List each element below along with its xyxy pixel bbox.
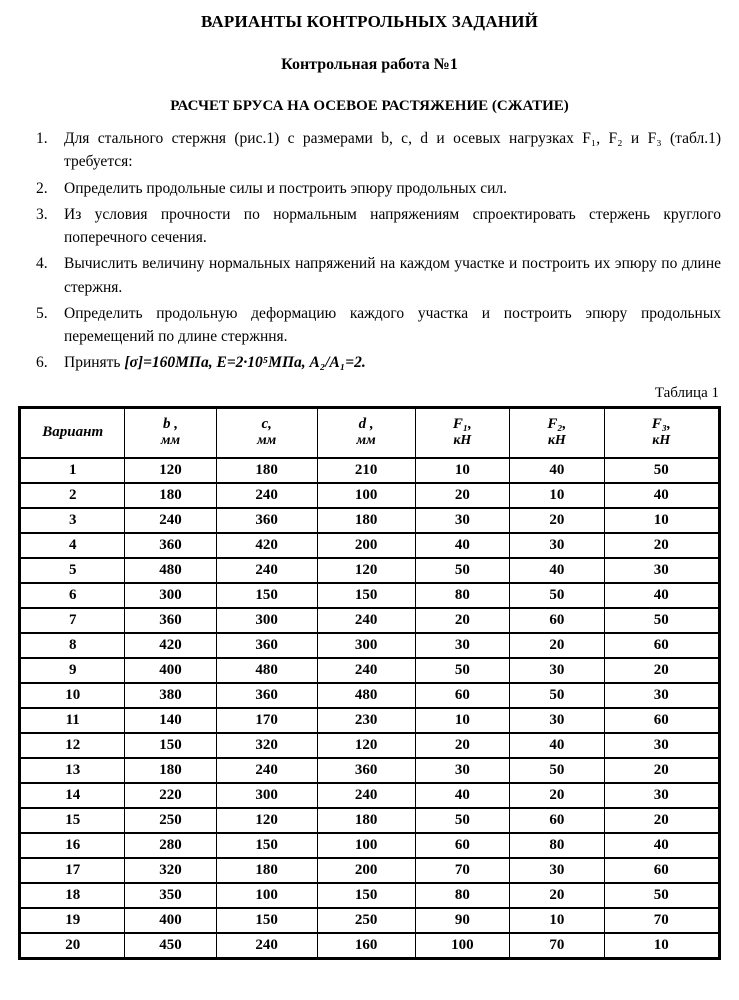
value-cell: 50	[604, 883, 719, 908]
value-cell: 480	[216, 658, 317, 683]
value-cell: 30	[415, 633, 510, 658]
value-cell: 400	[125, 908, 216, 933]
value-cell: 150	[216, 833, 317, 858]
value-cell: 420	[125, 633, 216, 658]
value-cell: 80	[415, 583, 510, 608]
table-row	[20, 683, 720, 708]
variant-cell: 1	[20, 458, 125, 483]
value-cell: 10	[510, 908, 605, 933]
value-cell: 80	[415, 883, 510, 908]
value-cell: 70	[604, 908, 719, 933]
value-cell: 120	[125, 458, 216, 483]
task-item-1	[36, 127, 721, 174]
value-cell: 10	[510, 483, 605, 508]
variant-cell: 5	[20, 558, 125, 583]
table-row	[20, 783, 720, 808]
variant-cell: 12	[20, 733, 125, 758]
value-cell: 320	[216, 733, 317, 758]
task-text: Определить продольную деформацию каждого участка и построить эпюру продольных перемещений по длине стержння.	[64, 304, 721, 345]
value-cell: 320	[125, 858, 216, 883]
table-row	[20, 833, 720, 858]
value-cell: 20	[415, 608, 510, 633]
task-formula: [σ]=160МПа, Е=2·10⁵МПа, А₂/А₁=2.	[124, 354, 366, 372]
value-cell: 120	[317, 558, 415, 583]
task-number: 5.	[36, 304, 48, 322]
variant-cell: 13	[20, 758, 125, 783]
variant-cell: 3	[20, 508, 125, 533]
table-body	[20, 458, 720, 959]
column-header-name: d ,	[358, 416, 374, 432]
value-cell: 20	[415, 733, 510, 758]
table-row	[20, 808, 720, 833]
column-header	[216, 407, 317, 458]
value-cell: 150	[216, 908, 317, 933]
column-header	[510, 407, 605, 458]
task-number: 2.	[36, 179, 48, 197]
value-cell: 20	[510, 633, 605, 658]
value-cell: 240	[216, 758, 317, 783]
value-cell: 30	[604, 683, 719, 708]
value-cell: 300	[125, 583, 216, 608]
value-cell: 10	[604, 933, 719, 959]
value-cell: 360	[216, 508, 317, 533]
task-number: 3.	[36, 205, 48, 223]
value-cell: 240	[216, 933, 317, 959]
value-cell: 50	[510, 583, 605, 608]
value-cell: 120	[317, 733, 415, 758]
value-cell: 20	[604, 758, 719, 783]
value-cell: 20	[510, 508, 605, 533]
value-cell: 200	[317, 858, 415, 883]
table-row	[20, 608, 720, 633]
value-cell: 360	[125, 533, 216, 558]
variants-table	[18, 406, 721, 960]
value-cell: 20	[510, 883, 605, 908]
value-cell: 150	[125, 733, 216, 758]
value-cell: 170	[216, 708, 317, 733]
variant-cell: 17	[20, 858, 125, 883]
table-row	[20, 558, 720, 583]
value-cell: 30	[510, 658, 605, 683]
column-header-name: F₃,	[651, 416, 671, 432]
variant-cell: 18	[20, 883, 125, 908]
variant-cell: 11	[20, 708, 125, 733]
task-item-2	[36, 177, 721, 200]
page-title: ВАРИАНТЫ КОНТРОЛЬНЫХ ЗАДАНИЙ	[200, 12, 539, 31]
table-row	[20, 708, 720, 733]
value-cell: 20	[415, 483, 510, 508]
value-cell: 30	[510, 858, 605, 883]
column-header-name: c,	[261, 416, 272, 432]
column-header-unit: кН	[547, 433, 566, 448]
value-cell: 60	[604, 633, 719, 658]
column-header-unit: кН	[652, 433, 671, 448]
value-cell: 40	[510, 558, 605, 583]
value-cell: 40	[604, 583, 719, 608]
column-header	[125, 407, 216, 458]
value-cell: 180	[216, 858, 317, 883]
value-cell: 240	[317, 783, 415, 808]
value-cell: 20	[604, 658, 719, 683]
value-cell: 360	[216, 633, 317, 658]
value-cell: 40	[604, 833, 719, 858]
variant-cell: 16	[20, 833, 125, 858]
task-item-5	[36, 302, 721, 349]
value-cell: 70	[415, 858, 510, 883]
value-cell: 480	[125, 558, 216, 583]
value-cell: 30	[510, 533, 605, 558]
table-row	[20, 658, 720, 683]
column-header	[415, 407, 510, 458]
variant-cell: 19	[20, 908, 125, 933]
value-cell: 300	[216, 783, 317, 808]
value-cell: 300	[216, 608, 317, 633]
task-text: Из условия прочности по нормальным напряжениям спроектировать стержень круглого поперечного сечения.	[64, 205, 721, 246]
value-cell: 10	[415, 458, 510, 483]
table-header-row	[20, 407, 720, 458]
column-header-name: F₂,	[547, 416, 567, 432]
value-cell: 360	[125, 608, 216, 633]
task-item-3	[36, 203, 721, 250]
value-cell: 450	[125, 933, 216, 959]
value-cell: 360	[216, 683, 317, 708]
value-cell: 240	[317, 608, 415, 633]
task-list	[36, 127, 721, 375]
task-number: 6.	[36, 354, 48, 372]
task-number: 1.	[36, 130, 48, 147]
value-cell: 60	[604, 708, 719, 733]
value-cell: 30	[604, 733, 719, 758]
value-cell: 100	[415, 933, 510, 959]
value-cell: 20	[604, 533, 719, 558]
value-cell: 90	[415, 908, 510, 933]
value-cell: 250	[317, 908, 415, 933]
task-text	[64, 351, 721, 374]
value-cell: 60	[415, 683, 510, 708]
value-cell: 20	[510, 783, 605, 808]
value-cell: 240	[317, 658, 415, 683]
value-cell: 50	[415, 658, 510, 683]
value-cell: 380	[125, 683, 216, 708]
value-cell: 220	[125, 783, 216, 808]
value-cell: 50	[510, 758, 605, 783]
variant-cell: 7	[20, 608, 125, 633]
table-row	[20, 483, 720, 508]
column-header-name: F₁,	[452, 416, 472, 432]
value-cell: 50	[415, 808, 510, 833]
value-cell: 30	[510, 708, 605, 733]
value-cell: 360	[317, 758, 415, 783]
table-row	[20, 883, 720, 908]
value-cell: 10	[604, 508, 719, 533]
task-text: Определить продольные силы и построить эпюру продольных сил.	[64, 179, 508, 197]
table-row	[20, 533, 720, 558]
variant-cell: 15	[20, 808, 125, 833]
value-cell: 420	[216, 533, 317, 558]
task-text: Для стального стержня (рис.1) с размерами b, c, d и осевых нагрузках F₁, F₂ и F₃ (табл.1) требуется:	[64, 130, 721, 171]
value-cell: 180	[216, 458, 317, 483]
column-header-unit: мм	[257, 433, 277, 448]
value-cell: 280	[125, 833, 216, 858]
value-cell: 30	[415, 508, 510, 533]
task-item-4	[36, 252, 721, 299]
value-cell: 40	[510, 733, 605, 758]
value-cell: 60	[604, 858, 719, 883]
table-row	[20, 908, 720, 933]
value-cell: 40	[604, 483, 719, 508]
value-cell: 40	[510, 458, 605, 483]
value-cell: 180	[317, 808, 415, 833]
value-cell: 250	[125, 808, 216, 833]
variant-cell: 10	[20, 683, 125, 708]
value-cell: 50	[604, 608, 719, 633]
table-row	[20, 758, 720, 783]
value-cell: 100	[216, 883, 317, 908]
variant-cell: 14	[20, 783, 125, 808]
variant-cell: 9	[20, 658, 125, 683]
value-cell: 60	[510, 808, 605, 833]
value-cell: 180	[125, 483, 216, 508]
value-cell: 10	[415, 708, 510, 733]
value-cell: 50	[415, 558, 510, 583]
value-cell: 60	[510, 608, 605, 633]
column-header-unit: мм	[356, 433, 376, 448]
task-number: 4.	[36, 255, 48, 273]
column-header-unit: мм	[160, 433, 181, 448]
column-header	[317, 407, 415, 458]
value-cell: 50	[604, 458, 719, 483]
value-cell: 100	[317, 833, 415, 858]
value-cell: 180	[125, 758, 216, 783]
value-cell: 120	[216, 808, 317, 833]
value-cell: 60	[415, 833, 510, 858]
value-cell: 150	[317, 583, 415, 608]
column-header	[20, 407, 125, 458]
value-cell: 30	[604, 558, 719, 583]
value-cell: 350	[125, 883, 216, 908]
variant-cell: 8	[20, 633, 125, 658]
value-cell: 300	[317, 633, 415, 658]
task-text: Вычислить величину нормальных напряжений на каждом участке и построить их эпюру по длине стержня.	[64, 255, 721, 296]
value-cell: 70	[510, 933, 605, 959]
value-cell: 100	[317, 483, 415, 508]
column-header-unit: кН	[453, 433, 472, 448]
document-subtitle: Контрольная работа №1	[281, 56, 458, 73]
column-header-name: Вариант	[42, 424, 104, 440]
variant-cell: 2	[20, 483, 125, 508]
value-cell: 150	[317, 883, 415, 908]
value-cell: 240	[125, 508, 216, 533]
task-text-prefix: Принять	[64, 354, 121, 372]
value-cell: 230	[317, 708, 415, 733]
value-cell: 30	[604, 783, 719, 808]
table-head	[20, 407, 720, 458]
table-row	[20, 858, 720, 883]
value-cell: 180	[317, 508, 415, 533]
value-cell: 150	[216, 583, 317, 608]
value-cell: 480	[317, 683, 415, 708]
column-header-name: b ,	[163, 416, 178, 432]
value-cell: 140	[125, 708, 216, 733]
value-cell: 160	[317, 933, 415, 959]
section-title: РАСЧЕТ БРУСА НА ОСЕВОЕ РАСТЯЖЕНИЕ (СЖАТИЕ)	[170, 98, 569, 114]
value-cell: 30	[415, 758, 510, 783]
value-cell: 240	[216, 558, 317, 583]
table-row	[20, 508, 720, 533]
table-row	[20, 733, 720, 758]
value-cell: 40	[415, 533, 510, 558]
value-cell: 400	[125, 658, 216, 683]
variant-cell: 20	[20, 933, 125, 959]
value-cell: 80	[510, 833, 605, 858]
table-row	[20, 583, 720, 608]
value-cell: 210	[317, 458, 415, 483]
value-cell: 200	[317, 533, 415, 558]
variant-cell: 4	[20, 533, 125, 558]
table-row	[20, 633, 720, 658]
value-cell: 20	[604, 808, 719, 833]
task-item-6	[36, 351, 721, 374]
variant-cell: 6	[20, 583, 125, 608]
column-header	[604, 407, 719, 458]
value-cell: 40	[415, 783, 510, 808]
value-cell: 50	[510, 683, 605, 708]
table-row	[20, 933, 720, 959]
table-label: Таблица 1	[654, 384, 719, 401]
table-row	[20, 458, 720, 483]
value-cell: 240	[216, 483, 317, 508]
